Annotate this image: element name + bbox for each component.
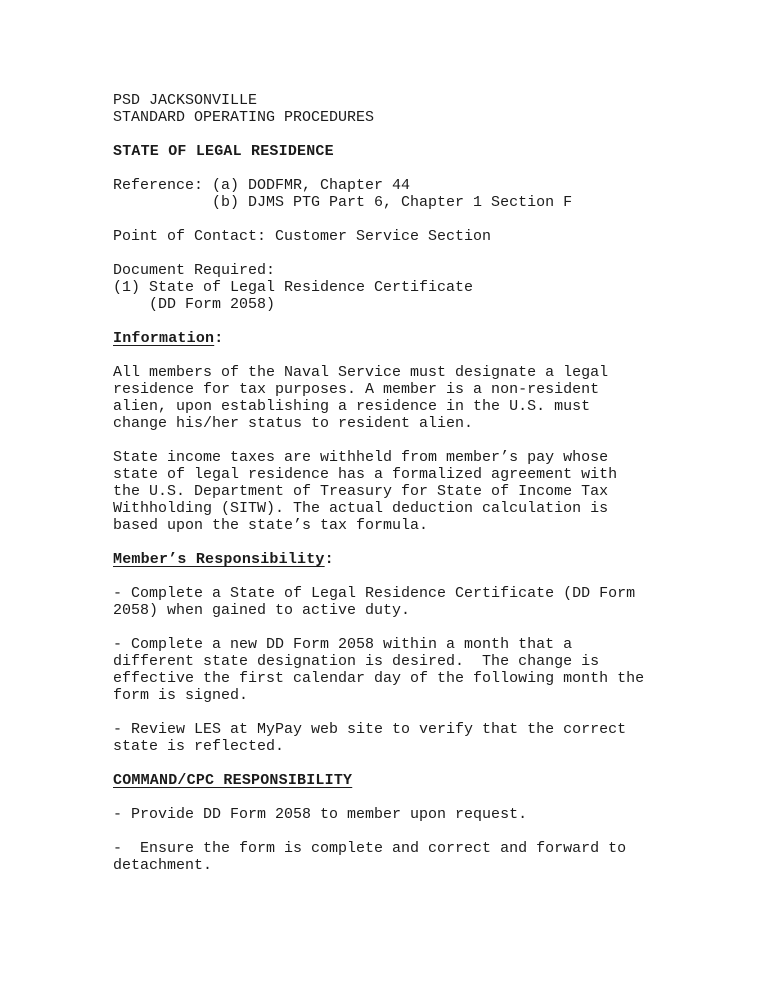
document-line-text: 2058) when gained to active duty. bbox=[113, 602, 411, 619]
document-line bbox=[113, 126, 644, 143]
document-line bbox=[113, 279, 644, 296]
document-line bbox=[113, 840, 644, 857]
document-line bbox=[113, 398, 644, 415]
document-title-text: STATE OF LEGAL RESIDENCE bbox=[113, 143, 334, 160]
document-line bbox=[113, 364, 644, 381]
section-heading bbox=[113, 772, 644, 789]
document-line-text: Document Required: bbox=[113, 262, 276, 279]
document-line-text: different state designation is desired. The change is bbox=[113, 653, 600, 670]
document-line-text: alien, upon establishing a residence in the U.S. must bbox=[113, 398, 591, 415]
document-line bbox=[113, 109, 644, 126]
section-heading-text: Member’s Responsibility bbox=[113, 551, 325, 568]
document-page bbox=[113, 92, 644, 874]
document-line-text: (b) DJMS PTG Part 6, Chapter 1 Section F bbox=[113, 194, 573, 211]
document-line-text: - Complete a new DD Form 2058 within a month that a bbox=[113, 636, 573, 653]
document-title bbox=[113, 143, 644, 160]
document-line-text: effective the first calendar day of the following month the bbox=[113, 670, 645, 687]
section-heading-suffix: : bbox=[324, 551, 334, 568]
document-line bbox=[113, 296, 644, 313]
section-heading-text: COMMAND/CPC RESPONSIBILITY bbox=[113, 772, 353, 789]
section-heading bbox=[113, 551, 644, 568]
document-line-text: detachment. bbox=[113, 857, 213, 874]
document-line-text: - Review LES at MyPay web site to verify that the correct bbox=[113, 721, 627, 738]
document-line-text: the U.S. Department of Treasury for State of Income Tax bbox=[113, 483, 609, 500]
document-line bbox=[113, 534, 644, 551]
document-line-text: All members of the Naval Service must designate a legal bbox=[113, 364, 609, 381]
document-line-text: STANDARD OPERATING PROCEDURES bbox=[113, 109, 375, 126]
document-line bbox=[113, 517, 644, 534]
document-line bbox=[113, 823, 644, 840]
document-line bbox=[113, 653, 644, 670]
document-line-text: - Provide DD Form 2058 to member upon request. bbox=[113, 806, 528, 823]
document-line-text: State income taxes are withheld from member’s pay whose bbox=[113, 449, 609, 466]
document-line bbox=[113, 704, 644, 721]
document-line bbox=[113, 483, 644, 500]
document-line bbox=[113, 347, 644, 364]
document-line bbox=[113, 670, 644, 687]
section-heading-suffix: : bbox=[214, 330, 224, 347]
document-line-text: Withholding (SITW). The actual deduction calculation is bbox=[113, 500, 609, 517]
document-line bbox=[113, 755, 644, 772]
document-line bbox=[113, 211, 644, 228]
document-line bbox=[113, 177, 644, 194]
document-line bbox=[113, 789, 644, 806]
document-line bbox=[113, 619, 644, 636]
document-line bbox=[113, 381, 644, 398]
document-line bbox=[113, 160, 644, 177]
document-line-text: PSD JACKSONVILLE bbox=[113, 92, 258, 109]
document-line bbox=[113, 636, 644, 653]
document-line bbox=[113, 313, 644, 330]
document-line-text: based upon the state’s tax formula. bbox=[113, 517, 429, 534]
document-line-text: state is reflected. bbox=[113, 738, 285, 755]
document-line bbox=[113, 92, 644, 109]
document-line bbox=[113, 415, 644, 432]
document-line bbox=[113, 585, 644, 602]
document-line-text: Point of Contact: Customer Service Section bbox=[113, 228, 492, 245]
document-line bbox=[113, 194, 644, 211]
document-line-text: change his/her status to resident alien. bbox=[113, 415, 474, 432]
document-line-text: - Complete a State of Legal Residence Certificate (DD Form bbox=[113, 585, 636, 602]
document-line bbox=[113, 602, 644, 619]
document-line bbox=[113, 857, 644, 874]
document-line bbox=[113, 245, 644, 262]
document-line bbox=[113, 466, 644, 483]
document-line bbox=[113, 228, 644, 245]
document-line bbox=[113, 500, 644, 517]
document-line bbox=[113, 449, 644, 466]
document-line bbox=[113, 738, 644, 755]
document-line-text: (1) State of Legal Residence Certificate bbox=[113, 279, 474, 296]
document-line bbox=[113, 806, 644, 823]
document-line bbox=[113, 432, 644, 449]
document-line-text: state of legal residence has a formalized agreement with bbox=[113, 466, 618, 483]
section-heading-text: Information bbox=[113, 330, 215, 347]
document-line-text: Reference: (a) DODFMR, Chapter 44 bbox=[113, 177, 411, 194]
document-line-text: residence for tax purposes. A member is a non-resident bbox=[113, 381, 600, 398]
document-line bbox=[113, 568, 644, 585]
document-line-text: - Ensure the form is complete and correct and forward to bbox=[113, 840, 627, 857]
section-heading bbox=[113, 330, 644, 347]
document-line bbox=[113, 721, 644, 738]
document-line-text: (DD Form 2058) bbox=[113, 296, 276, 313]
document-line bbox=[113, 262, 644, 279]
document-line-text: form is signed. bbox=[113, 687, 249, 704]
document-line bbox=[113, 687, 644, 704]
